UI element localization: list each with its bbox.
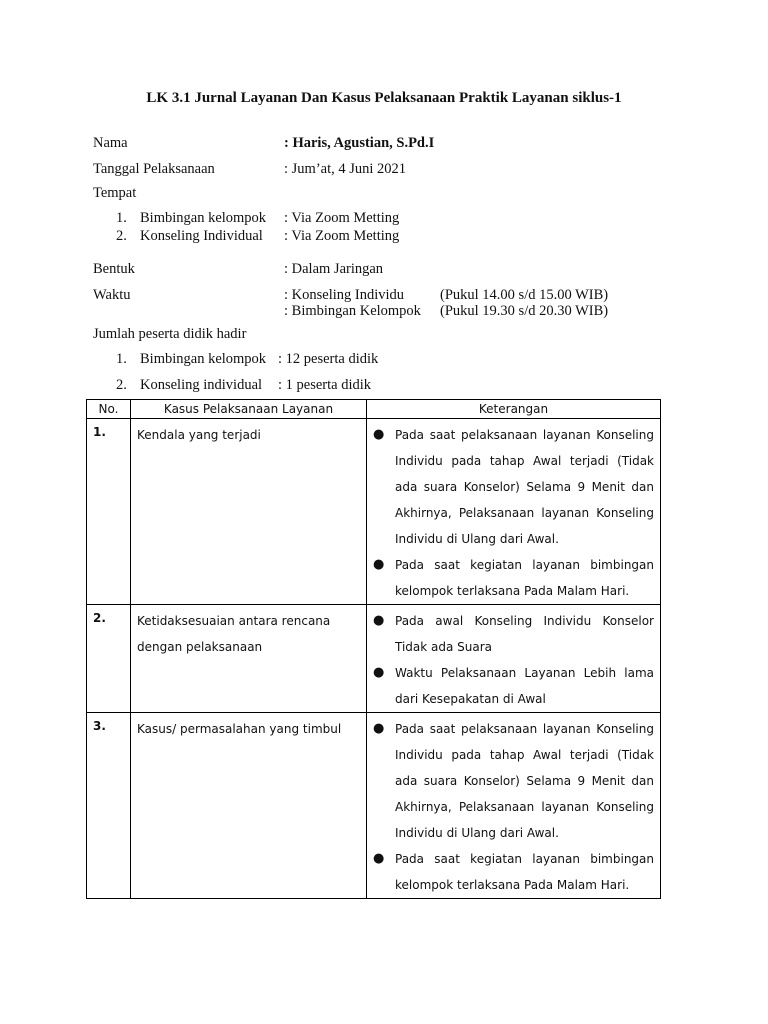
jumlah-item-value: : 1 peserta didik xyxy=(278,377,372,393)
table-row xyxy=(87,605,661,713)
tanggal-value: : Jum’at, 4 Juni 2021 xyxy=(284,161,407,177)
bentuk-label: Bentuk xyxy=(93,261,135,277)
nama-label: Nama xyxy=(93,135,128,151)
row-no: 2. xyxy=(87,605,131,713)
waktu-item-label: : Bimbingan Kelompok xyxy=(284,303,421,319)
tempat-item-num: 2. xyxy=(116,228,127,244)
tanggal-label: Tanggal Pelaksanaan xyxy=(93,161,215,177)
row-no: 1. xyxy=(87,419,131,605)
keterangan-text: Pada saat pelaksanaan layanan Konseling Individu pada tahap Awal terjadi (Tidak ada suara Konselor) Selama 9 Menit dan Akhirnya, Pelaksanaan layanan Konseling Individu di Ulang dari Awal. xyxy=(395,428,654,546)
list-item xyxy=(373,552,654,604)
bullet-icon: ● xyxy=(373,665,385,680)
bullet-icon: ● xyxy=(373,721,385,736)
list-item xyxy=(373,660,654,712)
tempat-item-value: : Via Zoom Metting xyxy=(284,228,400,244)
keterangan-text: Waktu Pelaksanaan Layanan Lebih lama dari Kesepakatan di Awal xyxy=(395,666,654,706)
jumlah-item-label: Konseling individual xyxy=(140,377,263,393)
keterangan-text: Pada saat pelaksanaan layanan Konseling Individu pada tahap Awal terjadi (Tidak ada suara Konselor) Selama 9 Menit dan Akhirnya, Pelaksanaan layanan Konseling Individu di Ulang dari Awal. xyxy=(395,722,654,840)
page-title: LK 3.1 Jurnal Layanan Dan Kasus Pelaksanaan Praktik Layanan siklus-1 xyxy=(146,90,622,106)
jumlah-item-num: 2. xyxy=(116,377,127,393)
tempat-item-value: : Via Zoom Metting xyxy=(284,210,400,226)
table-header-row xyxy=(87,400,661,419)
tempat-item-num: 1. xyxy=(116,210,127,226)
jumlah-label: Jumlah peserta didik hadir xyxy=(93,326,247,342)
bentuk-value: : Dalam Jaringan xyxy=(284,261,384,277)
row-kasus: Kasus/ permasalahan yang timbul xyxy=(131,713,367,899)
table-row xyxy=(87,419,661,605)
waktu-item-time: (Pukul 19.30 s/d 20.30 WIB) xyxy=(440,303,609,319)
row-kasus: Kendala yang terjadi xyxy=(131,419,367,605)
row-keterangan xyxy=(367,419,661,605)
list-item xyxy=(373,716,654,846)
list-item xyxy=(373,846,654,898)
header-no: No. xyxy=(87,400,131,419)
list-item xyxy=(373,608,654,660)
bullet-icon: ● xyxy=(373,427,385,442)
keterangan-text: Pada awal Konseling Individu Konselor Tidak ada Suara xyxy=(395,614,654,654)
row-kasus: Ketidaksesuaian antara rencana dengan pelaksanaan xyxy=(131,605,367,713)
waktu-item-label: : Konseling Individu xyxy=(284,287,405,303)
list-item xyxy=(373,422,654,552)
table-row xyxy=(87,713,661,899)
jumlah-item-num: 1. xyxy=(116,351,127,367)
kasus-table xyxy=(86,399,661,899)
tempat-item-label: Konseling Individual xyxy=(140,228,263,244)
bullet-icon: ● xyxy=(373,613,385,628)
header-keterangan: Keterangan xyxy=(367,400,661,419)
keterangan-text: Pada saat kegiatan layanan bimbingan kelompok terlaksana Pada Malam Hari. xyxy=(395,852,654,892)
keterangan-text: Pada saat kegiatan layanan bimbingan kelompok terlaksana Pada Malam Hari. xyxy=(395,558,654,598)
row-no: 3. xyxy=(87,713,131,899)
waktu-item-time: (Pukul 14.00 s/d 15.00 WIB) xyxy=(440,287,609,303)
nama-value: : Haris, Agustian, S.Pd.I xyxy=(284,135,435,151)
row-keterangan xyxy=(367,713,661,899)
row-keterangan xyxy=(367,605,661,713)
waktu-label: Waktu xyxy=(93,287,131,303)
tempat-item-label: Bimbingan kelompok xyxy=(140,210,267,226)
bullet-icon: ● xyxy=(373,557,385,572)
bullet-icon: ● xyxy=(373,851,385,866)
jumlah-item-value: : 12 peserta didik xyxy=(278,351,379,367)
header-kasus: Kasus Pelaksanaan Layanan xyxy=(131,400,367,419)
tempat-label: Tempat xyxy=(93,185,137,201)
jumlah-item-label: Bimbingan kelompok xyxy=(140,351,267,367)
